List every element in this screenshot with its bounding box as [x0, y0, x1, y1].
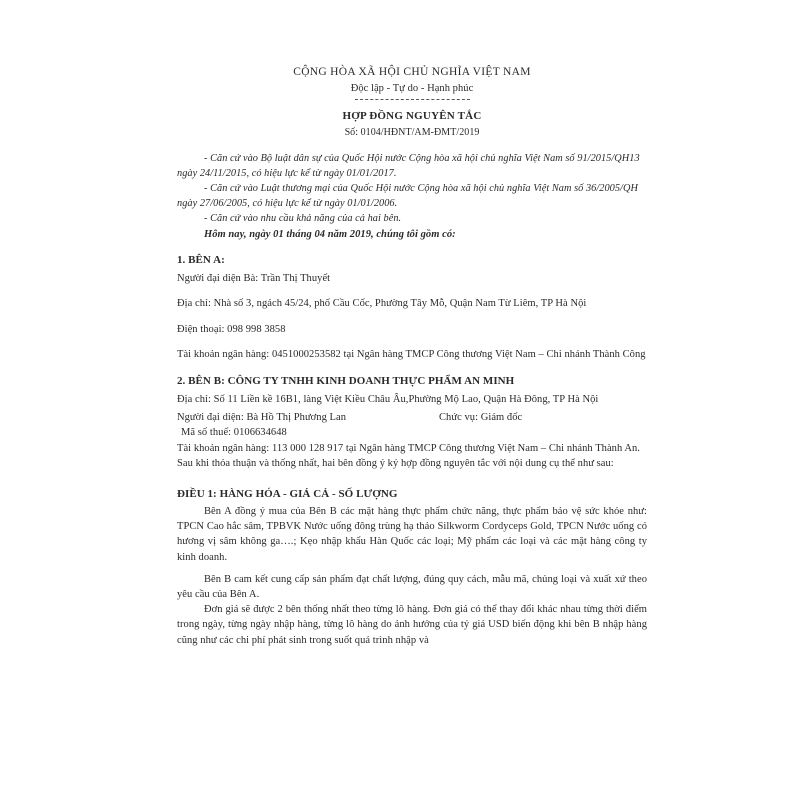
contract-document — [177, 60, 647, 648]
article-1-paragraph-2: Bên B cam kết cung cấp sản phẩm đạt chất lượng, đúng quy cách, mẫu mã, chủng loại và xuất xứ theo yêu cầu của Bên A. — [177, 573, 647, 601]
national-motto: Độc lập - Tự do - Hạnh phúc — [350, 82, 474, 94]
legal-basis-commercial-law: - Căn cứ vào Luật thương mại của Quốc Hội nước Cộng hòa xã hội chủ nghĩa Việt Nam số 36/2005/QH ngày 27/06/2005, có hiệu lực kể từ ngày 01/01/2006. — [177, 183, 638, 210]
party-b-representative-row — [177, 410, 647, 425]
party-b-heading: 2. BÊN B: CÔNG TY TNHH KINH DOANH THỰC PHẨM AN MINH — [177, 374, 515, 387]
party-a-phone: Điện thoại: 098 998 3858 — [177, 323, 286, 335]
legal-basis-civil-code: - Căn cứ vào Bộ luật dân sự của Quốc Hội nước Cộng hòa xã hội chủ nghĩa Việt Nam số 91/2015/QH13 ngày 24/11/2015, có hiệu lực kể từ ngày 01/01/2017. — [177, 153, 640, 180]
agreement-statement: Sau khi thỏa thuận và thống nhất, hai bên đồng ý ký hợp đồng nguyên tắc với nội dung cụ thể như sau: — [177, 457, 614, 469]
party-b-address: Địa chỉ: Số 11 Liền kề 16B1, làng Việt Kiều Châu Âu,Phường Mộ Lao, Quận Hà Đông, TP Hà Nội — [177, 393, 599, 405]
party-b-representative: Người đại diện: Bà Hồ Thị Phương Lan — [177, 412, 347, 424]
party-b-tax-code: Mã số thuế: 0106634648 — [181, 427, 287, 439]
contract-number: Số: 0104/HĐNT/AM-ĐMT/2019 — [344, 126, 480, 138]
article-1-paragraph-1: Bên A đồng ý mua của Bên B các mặt hàng thực phẩm chức năng, thực phẩm bảo vệ sức khỏe như: TPCN Cao hắc sâm, TPBVK Nước uống đông trùng hạ thảo Silkworm Cordyceps Gold, TPCN Nước uống có hương vị sâm không ga….; Kẹo nhập khẩu Hàn Quốc các loại; Mỹ phẩm các loại và các mặt hàng công ty kinh doanh. — [177, 505, 647, 563]
article-1-heading: ĐIỀU 1: HÀNG HÓA - GIÁ CẢ - SỐ LƯỢNG — [177, 488, 398, 500]
contract-date-line: Hôm nay, ngày 01 tháng 04 năm 2019, chúng tôi gồm có: — [204, 228, 456, 240]
national-title: CỘNG HÒA XÃ HỘI CHỦ NGHĨA VIỆT NAM — [293, 66, 531, 78]
contract-title: HỢP ĐỒNG NGUYÊN TẮC — [342, 109, 482, 122]
article-1-paragraph-3: Đơn giá sẽ được 2 bên thống nhất theo từng lô hàng. Đơn giá có thể thay đổi khác nhau từng thời điểm trong ngày, từng ngày nhập hàng, từng lô hàng do ảnh hưởng của tỷ giá USD biến động khi bên B nhập hàng cũng như các chi phí phát sinh trong suốt quá trình nhập và — [177, 604, 647, 646]
party-a-representative: Người đại diện Bà: Trần Thị Thuyết — [177, 273, 331, 285]
party-a-heading: 1. BÊN A: — [177, 254, 225, 267]
header-divider — [355, 99, 470, 100]
party-a-address: Địa chỉ: Nhà số 3, ngách 45/24, phố Cầu Cốc, Phường Tây Mỗ, Quận Nam Từ Liêm, TP Hà Nội — [177, 298, 587, 310]
party-a-bank: Tài khoản ngân hàng: 0451000253582 tại Ngân hàng TMCP Công thương Việt Nam – Chi nhánh Thành Công — [177, 348, 646, 360]
party-b-bank: Tài khoản ngân hàng: 113 000 128 917 tại Ngân hàng TMCP Công thương Việt Nam – Chi nhánh Thành An. — [177, 442, 640, 454]
party-b-position: Chức vụ: Giám đốc — [439, 412, 523, 424]
legal-basis-needs: - Căn cứ vào nhu cầu khả năng của cả hai bên. — [204, 213, 402, 225]
legal-basis — [177, 152, 647, 227]
